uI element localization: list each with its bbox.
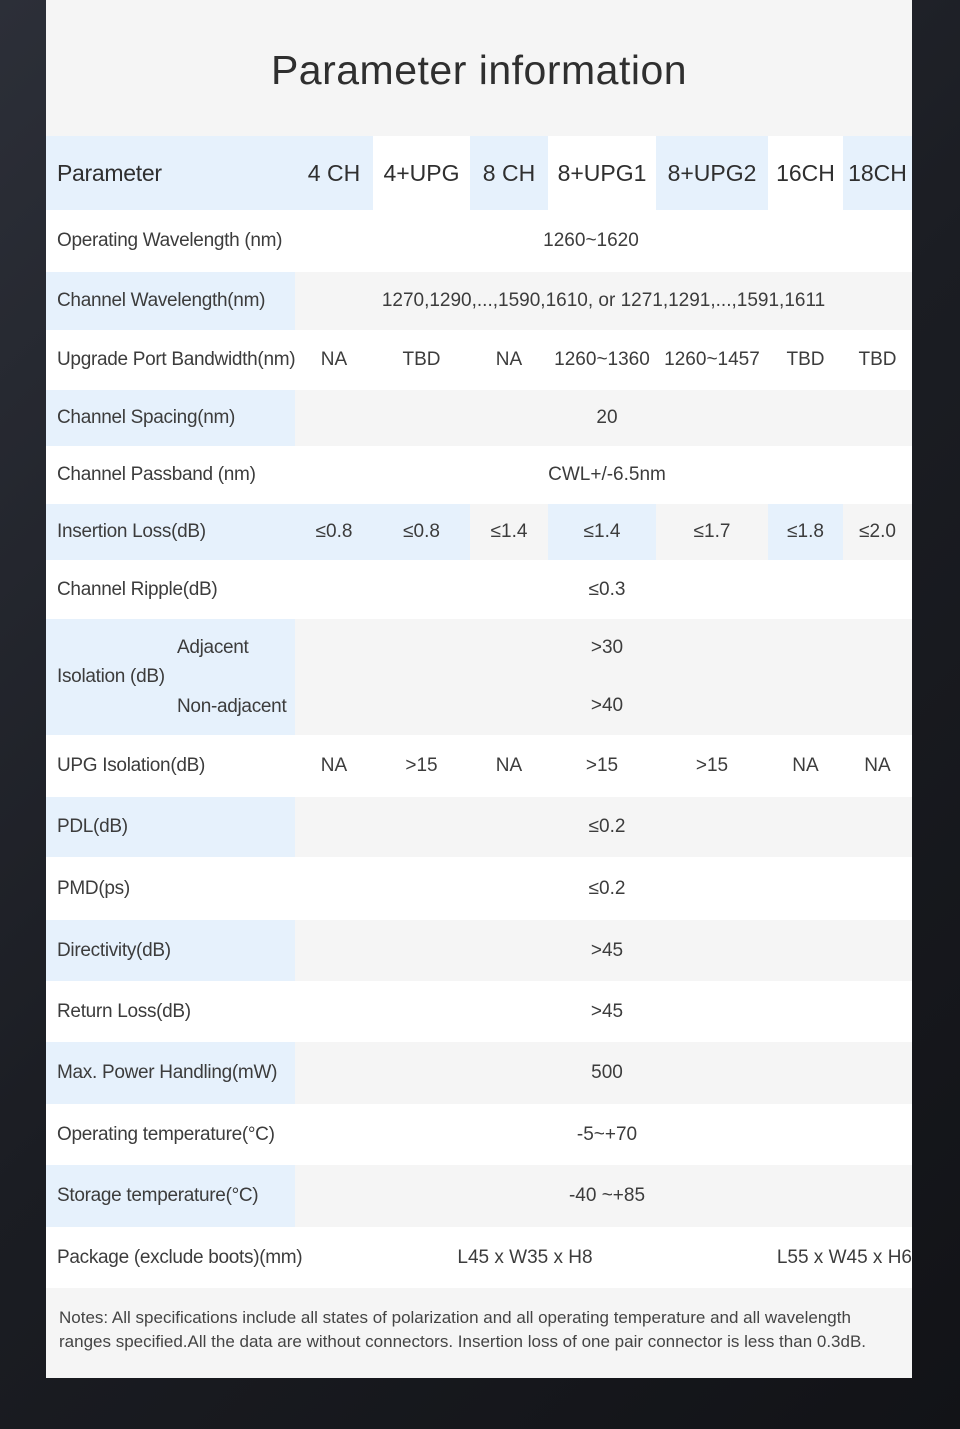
row-label: UPG Isolation(dB) <box>57 755 206 776</box>
header-parameter: Parameter <box>46 136 295 210</box>
row-cell: ≤1.8 <box>768 504 843 560</box>
table-row <box>46 1042 912 1104</box>
row-value: 1260~1620 <box>543 230 639 251</box>
header-col-8upg2: 8+UPG2 <box>656 136 768 210</box>
row-cell: ≤0.8 <box>295 504 373 560</box>
row-label: Channel Wavelength(nm) <box>46 272 295 330</box>
table-row <box>46 1104 912 1165</box>
header-col-4upg: 4+UPG <box>383 159 460 186</box>
table-row <box>46 560 912 619</box>
spec-card <box>46 0 912 1376</box>
table-row <box>46 735 912 797</box>
header-col-8ch: 8 CH <box>470 136 548 210</box>
package-large-value: L55 x W45 x H6 <box>776 1246 912 1268</box>
header-col-4ch: 4 CH <box>295 136 373 210</box>
row-label: Operating temperature(°C) <box>57 1123 275 1145</box>
row-label: PDL(dB) <box>46 797 295 857</box>
isolation-nonadjacent-value: >40 <box>590 695 624 716</box>
row-cell: >15 <box>585 755 619 776</box>
table-row <box>46 272 912 330</box>
table-row <box>46 981 912 1042</box>
table-row <box>46 504 912 560</box>
row-cell: NA <box>792 755 819 776</box>
row-cell: TBD <box>402 349 441 370</box>
isolation-adjacent-label: Adjacent <box>177 637 249 658</box>
row-cell: 1260~1360 <box>554 349 650 370</box>
isolation-nonadjacent-label: Non-adjacent <box>177 696 287 717</box>
table-row <box>46 210 912 272</box>
table-row <box>46 330 912 390</box>
row-cell: NA <box>320 349 348 370</box>
row-label <box>46 619 295 735</box>
table-row <box>46 1227 912 1288</box>
row-value: 1270,1290,...,1590,1610, or 1271,1291,...,1591,1611 <box>381 290 826 311</box>
row-label: Storage temperature(°C) <box>46 1165 295 1227</box>
row-cell: 1260~1457 <box>664 349 760 370</box>
row-value: CWL+/-6.5nm <box>548 464 666 485</box>
row-cell: NA <box>864 755 891 776</box>
row-cell: NA <box>320 755 348 776</box>
table-row <box>46 446 912 504</box>
row-cell: ≤1.4 <box>548 504 656 560</box>
header-col-18ch: 18CH <box>843 136 912 210</box>
page-title: Parameter information <box>270 46 688 93</box>
header-col-8upg1: 8+UPG1 <box>557 159 647 186</box>
row-cell: ≤1.7 <box>656 504 768 560</box>
row-value: ≤0.2 <box>588 816 626 837</box>
row-label: Channel Spacing(nm) <box>46 390 295 446</box>
row-label: Return Loss(dB) <box>57 1000 191 1022</box>
row-label: Channel Passband (nm) <box>57 464 256 485</box>
isolation-label: Isolation (dB) <box>57 666 165 687</box>
row-label: Channel Ripple(dB) <box>57 578 218 600</box>
table-row <box>46 390 912 446</box>
package-small-value: L45 x W35 x H8 <box>457 1246 593 1268</box>
row-label: PMD(ps) <box>57 877 130 899</box>
notes: Notes: All specifications include all states of polarization and all operating temperature and all wavelength ranges specified.All the data are without connectors. Insertion loss of one pair connector is less than 0.3dB. <box>46 1288 912 1378</box>
table-row-isolation <box>46 619 912 735</box>
table-row <box>46 857 912 920</box>
row-cell: NA <box>495 349 523 370</box>
row-value: 20 <box>596 407 618 428</box>
table-row <box>46 797 912 857</box>
row-value: 500 <box>591 1062 623 1083</box>
row-cell: ≤0.8 <box>373 504 470 560</box>
row-value: >45 <box>590 1000 624 1022</box>
table-row <box>46 920 912 981</box>
row-label: Package (exclude boots)(mm) <box>57 1246 303 1268</box>
row-label: Upgrade Port Bandwidth(nm) <box>57 349 296 370</box>
row-value: -40 ~+85 <box>568 1185 646 1206</box>
row-cell: TBD <box>858 349 897 370</box>
row-label: Directivity(dB) <box>46 920 295 981</box>
row-value: -5~+70 <box>576 1123 638 1145</box>
row-label: Operating Wavelength (nm) <box>57 230 283 251</box>
row-value: >45 <box>590 939 624 961</box>
row-cell: NA <box>495 755 523 776</box>
header-col-16ch: 16CH <box>776 159 835 186</box>
row-cell: >15 <box>405 755 438 776</box>
table-row <box>46 1165 912 1227</box>
row-value: ≤0.3 <box>588 578 626 600</box>
row-value: ≤0.2 <box>588 877 626 899</box>
row-label: Insertion Loss(dB) <box>46 504 295 560</box>
row-label: Max. Power Handling(mW) <box>46 1042 295 1104</box>
row-cell: >15 <box>695 755 729 776</box>
title-area <box>46 0 912 136</box>
row-cell: ≤1.4 <box>470 504 548 560</box>
row-cell: TBD <box>786 349 825 370</box>
row-cell: ≤2.0 <box>843 504 912 560</box>
isolation-adjacent-value: >30 <box>590 637 624 658</box>
table-header-row <box>46 136 912 210</box>
